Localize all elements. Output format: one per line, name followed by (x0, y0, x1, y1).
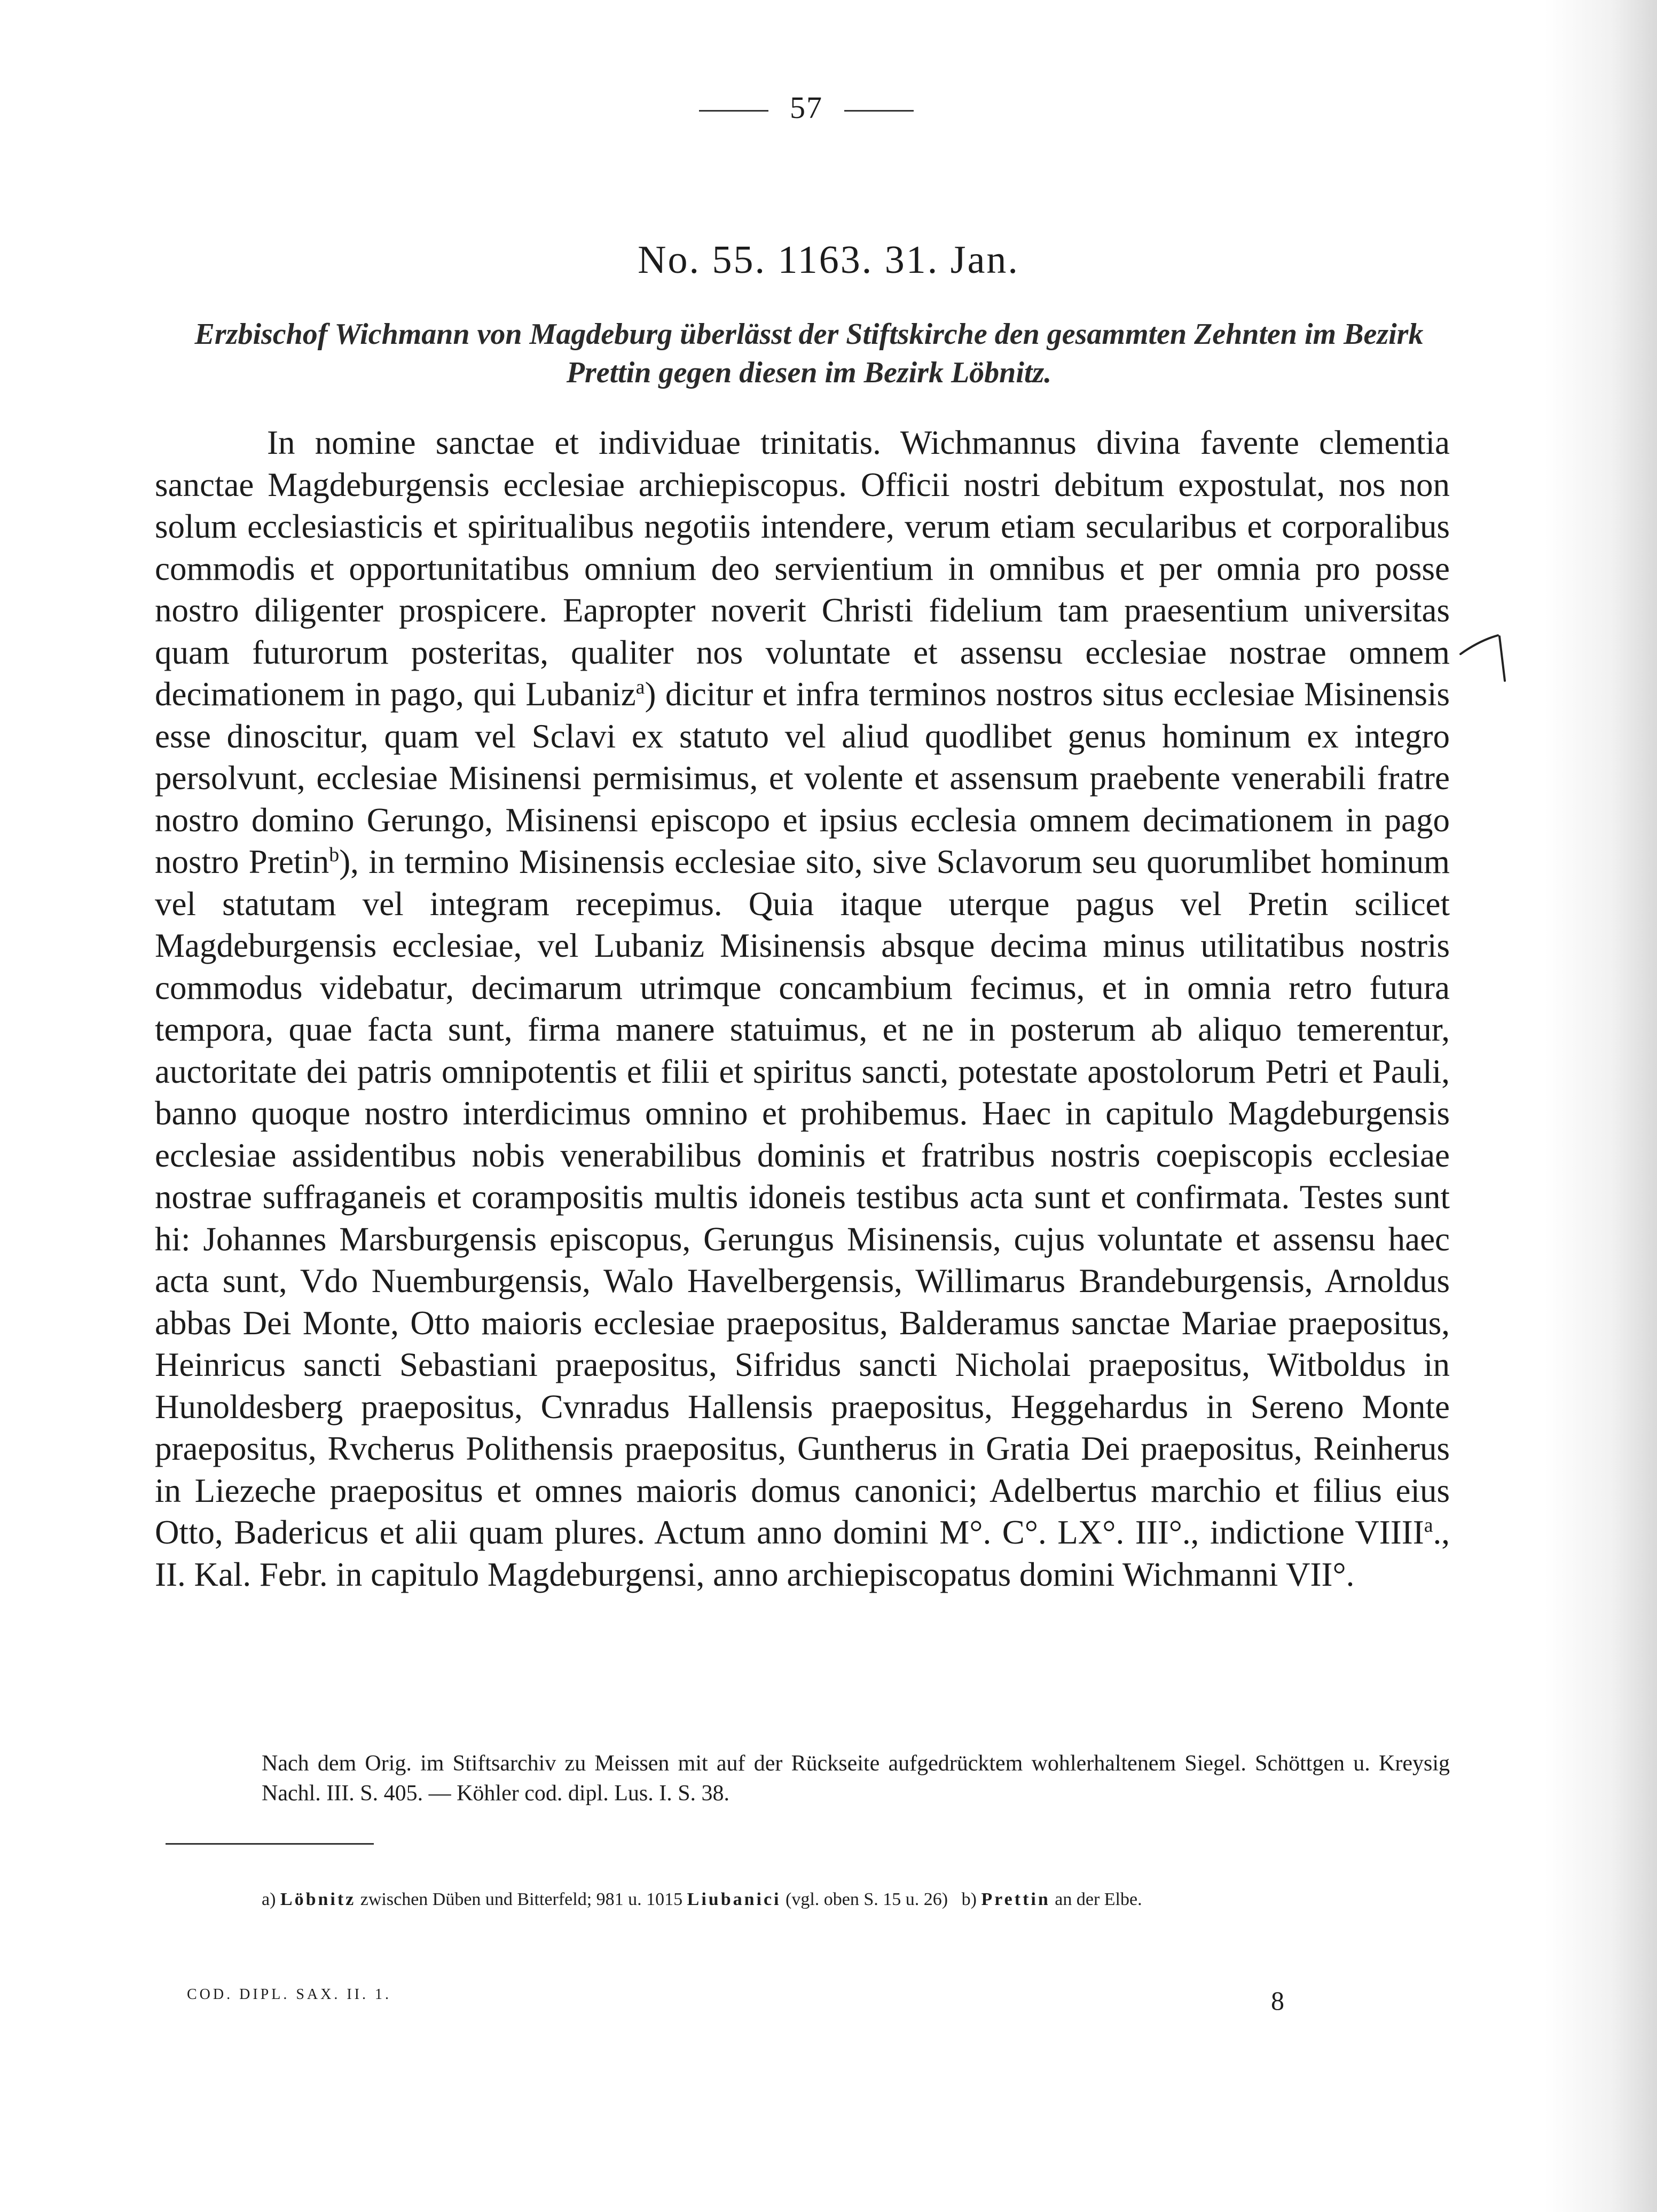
footnote-ref-a: a (635, 676, 645, 698)
sheet-number: 8 (1271, 1986, 1284, 2016)
footnote-b-place: Prettin (981, 1890, 1050, 1909)
source-note: Nach dem Orig. im Stiftsarchiv zu Meissen mit auf der Rückseite aufgedrücktem wohlerhaltenem Siegel. Schöttgen u. Kreysig Nachl. III. S. 405. — Köhler cod. dipl. Lus. I. S. 38. (262, 1751, 1450, 1806)
page-number: 57 (790, 90, 823, 125)
scan-edge-shadow (1545, 0, 1657, 2212)
charter-text-part-4: ., II. Kal. Febr. in capitulo Magdeburgensi, anno archiepiscopatus domini Wichmanni VII°. (155, 1514, 1450, 1593)
page-header (673, 90, 940, 125)
header-dash-left (699, 110, 768, 112)
footnote-a-marker: a) (262, 1890, 276, 1909)
printer-signature: COD. DIPL. SAX. II. 1. (187, 1986, 391, 2003)
handwritten-margin-mark (1458, 630, 1517, 694)
footnote-b-marker: b) (961, 1890, 977, 1909)
charter-text-part-3: ), in termino Misinensis ecclesiae sito, sive Sclavorum seu quorumlibet hominum vel statutam vel integram recepimus. Quia itaque uterque pagus vel Pretin scilicet Magdeburgensis ecclesiae, vel Lubaniz Misinensis absque decima minus utilitatibus nostris commodus videbatur, decimarum utrimque concambium fecimus, et in omnia retro futura tempora, quae facta sunt, firma manere statuimus, et ne in posterum ab aliquo temerentur, auctoritate dei patris omnipotentis et filii et spiritus sancti, potestate apostolorum Petri et Pauli, banno quoque nostro interdicimus omnino et prohibemus. Haec in capitulo Magdeburgensis ecclesiae assidentibus nobis venerabilibus dominis et fratribus nostris coepiscopis ecclesiae nostrae suffraganeis et corampositis multis idoneis testibus acta sunt et confirmata. Testes sunt hi: Johannes Marsburgensis episcopus, Gerungus Misinensis, cujus voluntate et assensu haec acta sunt, Vdo Nuemburgensis, Walo Havelbergensis, Willimarus Brandeburgensis, Arnoldus abbas Dei Monte, Otto maioris ecclesiae praepositus, Balderamus sanctae Mariae praepositus, Heinricus sancti Sebastiani praepositus, Sifridus sancti Nicholai praepositus, Witboldus in Hunoldesberg praepositus, Cvnradus Hallensis praepositus, Heggehardus in Sereno Monte praepositus, Rvcherus Polithensis praepositus, Guntherus in Gratia Dei praepositus, Reinherus in Liezeche praepositus et omnes maioris domus canonici; Adelbertus marchio et filius eius Otto, Badericus et alii quam plures. Actum anno domini M°. C°. LX°. III°., indictione VIIII (155, 843, 1450, 1551)
footnote-a-name: Liubanici (687, 1890, 781, 1909)
document-title: No. 55. 1163. 31. Jan. (638, 238, 1019, 282)
footnotes (262, 1887, 1490, 1912)
indiction-superscript: a (1424, 1514, 1433, 1537)
footnote-a-place: Löbnitz (280, 1890, 356, 1909)
charter-text-part-1: In nomine sanctae et individuae trinitatis. Wichmannus divina favente clementia sanctae Magdeburgensis ecclesiae archiepiscopus. Officii nostri debitum expostulat, nos non solum ecclesiasticis et spiritualibus negotiis intendere, verum etiam secularibus et corporalibus commodis et opportunitatibus omnium deo servientium in omnibus et per omnia pro posse nostro diligenter prospicere. Eapropter noverit Christi fidelium tam praesentium universitas quam futurorum posteritas, qualiter nos voluntate et assensu ecclesiae nostrae omnem decimationem in pago, qui Lubaniz (155, 424, 1450, 713)
charter-text-part-2: ) dicitur et infra terminos nostros situs ecclesiae Misinensis esse dinoscitur, quam vel Sclavi ex statuto vel aliud quodlibet genus hominum ex integro persolvunt, ecclesiae Misinensi permisimus, et volente et assensum praebente venerabili fratre nostro domino Gerungo, Misinensi episcopo et ipsius ecclesia omnem decimationem in pago nostro Pretin (155, 675, 1450, 880)
footnote-ref-b: b (329, 844, 340, 866)
footnote-a-text: zwischen Düben und Bitterfeld; 981 u. 1015 (360, 1890, 683, 1909)
charter-text (155, 422, 1450, 1595)
header-dash-right (844, 110, 914, 112)
footnote-b-text: an der Elbe. (1055, 1890, 1142, 1909)
footnote-a-ref: (vgl. oben S. 15 u. 26) (786, 1890, 948, 1909)
footnote-divider (166, 1843, 374, 1845)
document-regest: Erzbischof Wichmann von Magdeburg überlässt der Stiftskirche den gesammten Zehnten im Bezirk Prettin gegen diesen im Bezirk Löbnitz. (194, 318, 1424, 389)
